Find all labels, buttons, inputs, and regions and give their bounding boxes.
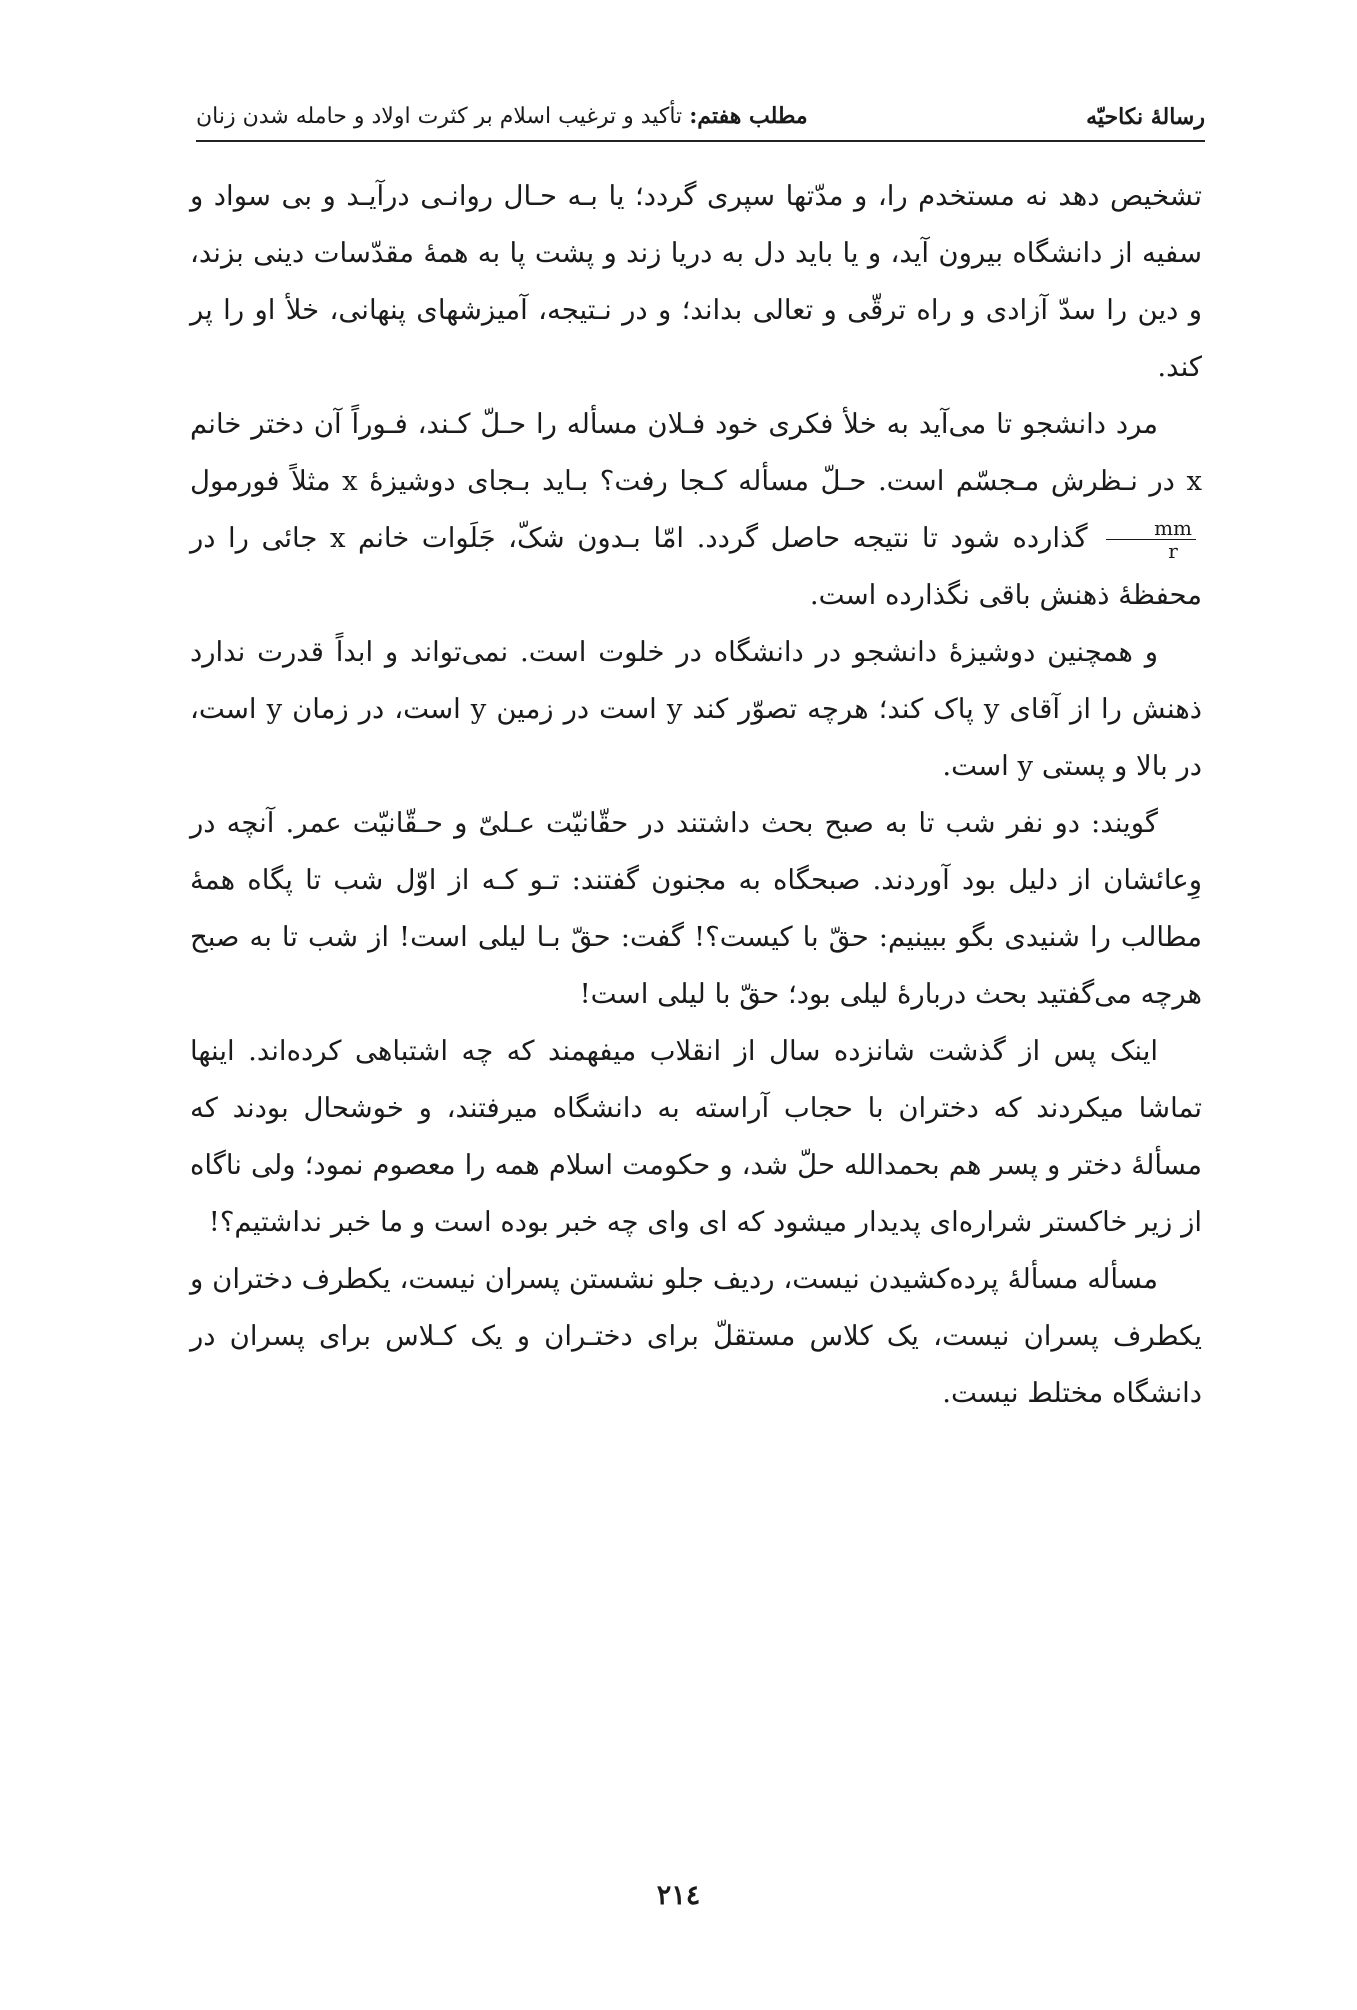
paragraph-5: اینک پس از گذشت شانزده سال از انقلاب میفهمند که چه اشتباهی کرده‌اند. اینها تماشا میکردند که دختران با حجاب آراسته به دانشگاه میرفتند، و خوشحال بودند که مسألۀ دختر و پسر هم بحمدالله حلّ شد، و حکومت اسلام همه را معصوم نمود؛ ولی ناگاه از زیر خاکستر شراره‌ای پدیدار میشود که ای وای چه خبر بوده است و ما خبر نداشتیم؟! [190,1035,1202,1238]
paragraph-2 [190,396,1202,624]
section-label: مطلب هفتم: [689,103,808,129]
paragraph-2-part-2: گذارده شود تا نتیجه حاصل گردد. امّا بـدون شکّ، جَلَوات خانم x جائی را در محفظۀ ذهنش باقی نگذارده است. [190,522,1202,611]
book-title: رسالۀ نکاحیّه [1086,104,1205,130]
paragraph-4: گویند: دو نفر شب تا به صبح بحث داشتند در حقّانیّت عـلیّ و حـقّانیّت عمر. آنچه در وِعائشان از دلیل بود آوردند. صبحگاه به مجنون گفتند: تـو کـه از اوّل شب تا پگاه همۀ مطالب را شنیدی بگو ببینیم: حقّ با کیست؟! گفت: حقّ بـا لیلی است! از شب تا به صبح هرچه می‌گفتید بحث دربارۀ لیلی بود؛ حقّ با لیلی است! [190,807,1202,1010]
section-title: تأکید و ترغیب اسلام بر کثرت اولاد و حامله شدن زنان [196,104,683,129]
formula-numerator: mm [1106,517,1196,540]
formula-denominator: r [1168,539,1178,563]
header-divider [196,140,1205,142]
formula-fraction [1106,517,1196,562]
paragraph-1: تشخیص دهد نه مستخدم را، و مدّتها سپری گردد؛ یا بـه حـال روانـی درآیـد و بی سواد و سفیه از دانشگاه بیرون آید، و یا باید دل به دریا زند و پشت پا به همۀ مقدّسات دینی بزند، و دین را سدّ آزادی و راه ترقّی و تعالی بداند؛ و در نـتیجه، آمیزشهای پنهانی، خلأ او را پر کند. [190,180,1202,383]
page-number: ۲۱٤ [656,1880,701,1911]
section-heading [196,101,808,132]
paragraph-3: و همچنین دوشیزۀ دانشجو در دانشگاه در خلوت است. نمی‌تواند و ابداً قدرت ندارد ذهنش را از آقای y پاک کند؛ هرچه تصوّر کند y است در زمین y است، در زمان y است، در بالا و پستی y است. [190,636,1202,782]
paragraph-6: مسأله مسألۀ پرده‌کشیدن نیست، ردیف جلو نشستن پسران نیست، یکطرف دختران و یکطرف پسران نیست، یک کلاس مستقلّ برای دختـران و یک کـلاس برای پسران در دانشگاه مختلط نیست. [190,1263,1202,1409]
body-text [190,168,1202,1422]
paragraph-2-part-1: مرد دانشجو تا می‌آید به خلأ فکری خود فـلان مسأله را حـلّ کـند، فـوراً آن دختر خانم x در نـظرش مـجسّم است. حـلّ مسأله کـجا رفت؟ بـاید بـجای دوشیزۀ x مثلاً فورمول [190,408,1202,497]
running-header [196,86,1205,132]
